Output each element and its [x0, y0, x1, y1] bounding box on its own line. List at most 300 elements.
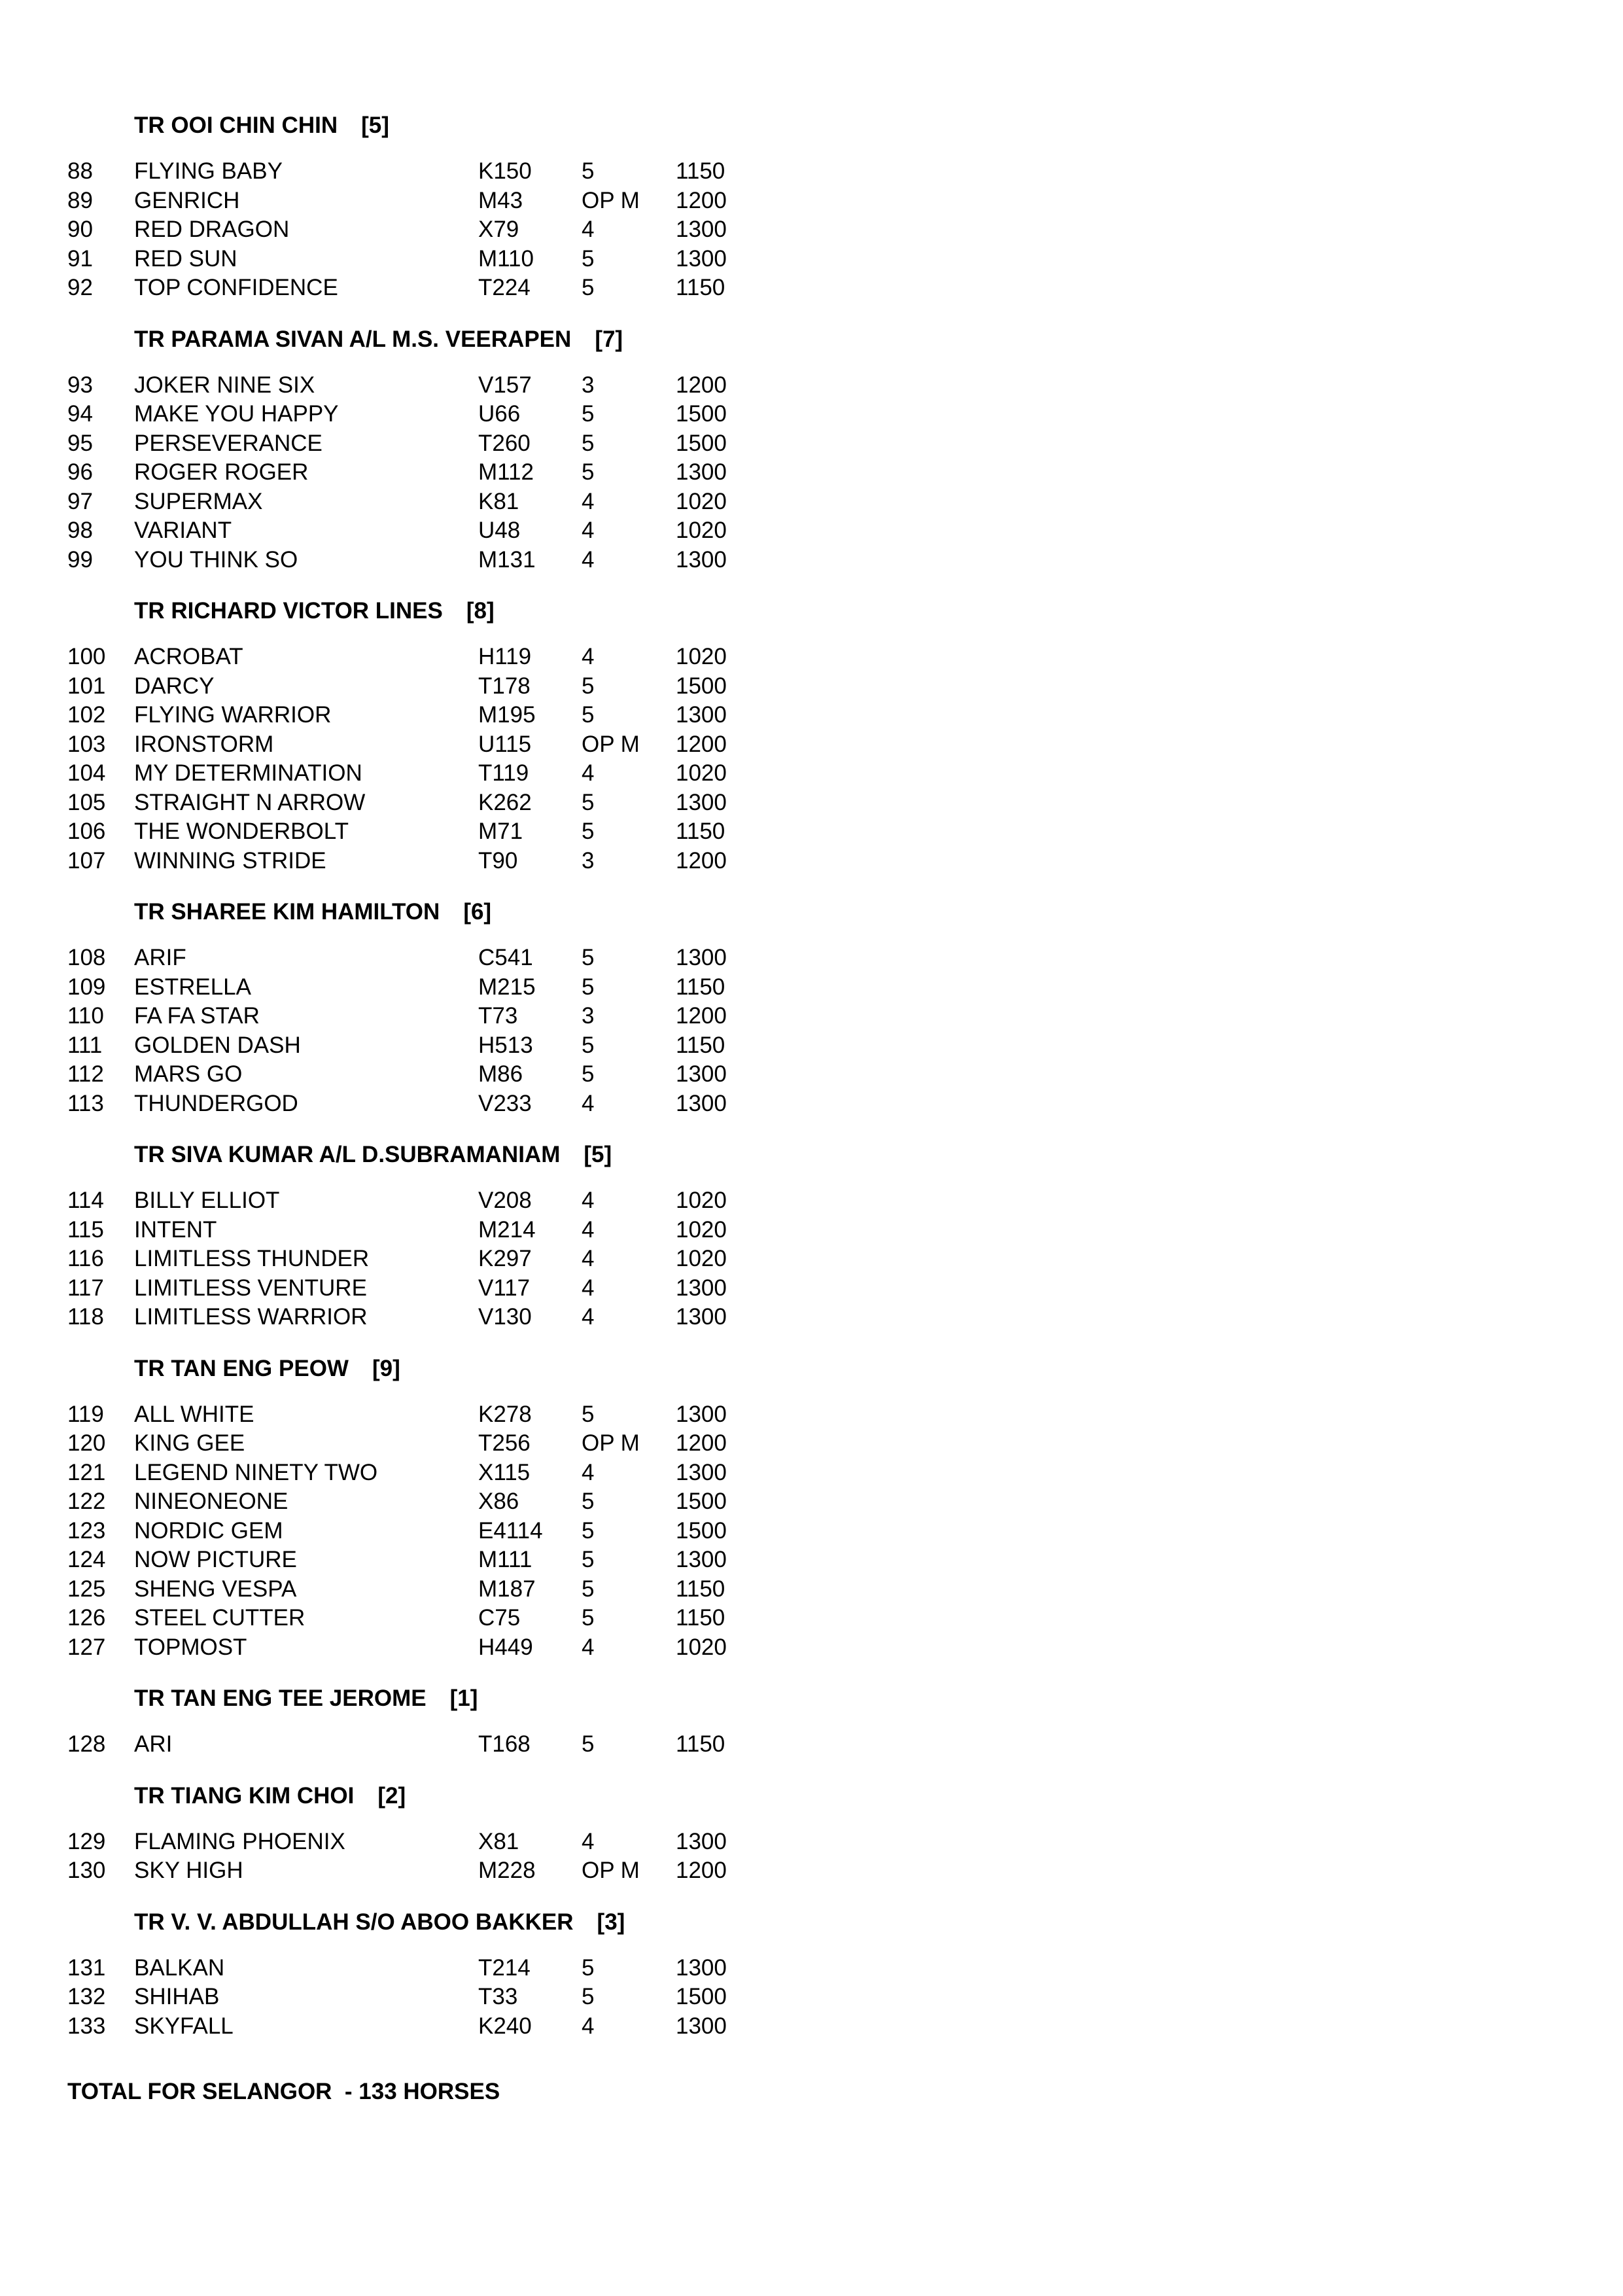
horse-number: 91 [67, 245, 93, 272]
horse-row [67, 1429, 787, 1458]
horse-rating: 1200 [676, 847, 727, 874]
trainer-header [67, 597, 787, 626]
horse-class: 5 [582, 158, 595, 184]
horse-code: T178 [478, 673, 531, 699]
trainer-section [67, 1684, 787, 1759]
horse-code: K297 [478, 1246, 532, 1271]
horse-class: 4 [582, 1304, 595, 1330]
horse-name: PERSEVERANCE [134, 430, 323, 456]
horse-class: 5 [582, 1954, 595, 1981]
horse-name: GOLDEN DASH [134, 1032, 301, 1058]
horse-class: 5 [582, 1605, 595, 1631]
horse-code: T260 [478, 430, 531, 456]
horse-rating: 1150 [676, 1576, 725, 1602]
trainer-name: TR PARAMA SIVAN A/L M.S. VEERAPEN [134, 326, 572, 352]
horse-row [67, 1245, 787, 1274]
horse-rating: 1200 [676, 1858, 727, 1883]
horse-class: 5 [582, 401, 595, 427]
horse-rating: 1150 [676, 1032, 725, 1058]
horse-rating: 1300 [676, 2013, 727, 2039]
horse-name: BALKAN [134, 1954, 225, 1981]
horse-class: 5 [582, 1576, 595, 1602]
horse-number: 100 [67, 644, 106, 669]
horse-row [67, 429, 787, 459]
horse-code: M43 [478, 187, 523, 213]
horse-name: FLAMING PHOENIX [134, 1828, 345, 1854]
horse-name: FLYING BABY [134, 158, 283, 184]
horse-rating: 1020 [676, 760, 727, 786]
horse-code: M110 [478, 245, 534, 272]
horse-code: H449 [478, 1634, 533, 1660]
horse-number: 99 [67, 546, 93, 573]
horse-number: 111 [67, 1032, 103, 1058]
horse-code: M228 [478, 1858, 536, 1883]
horse-code: M187 [478, 1576, 536, 1602]
horse-name: INTENT [134, 1216, 217, 1243]
horse-count: [7] [595, 326, 623, 352]
trainer-name: TR V. V. ABDULLAH S/O ABOO BAKKER [134, 1909, 574, 1935]
horse-name: LIMITLESS WARRIOR [134, 1304, 368, 1330]
horse-number: 90 [67, 217, 93, 242]
horse-class: 4 [582, 2013, 595, 2039]
trainer-header [67, 325, 787, 354]
horse-row [67, 1856, 787, 1886]
horse-code: C75 [478, 1605, 521, 1631]
horse-name: MARS GO [134, 1061, 243, 1087]
trainer-section [67, 597, 787, 875]
horse-class: 5 [582, 1401, 595, 1427]
horse-class: 5 [582, 673, 595, 699]
trainer-header [67, 1908, 787, 1937]
horse-number: 124 [67, 1547, 106, 1572]
trainer-name: TR TAN ENG TEE JEROME [134, 1686, 427, 1711]
horse-name: GENRICH [134, 187, 240, 213]
horse-number: 102 [67, 702, 106, 728]
horse-number: 93 [67, 372, 93, 398]
horse-number: 120 [67, 1430, 106, 1456]
horse-rating: 1300 [676, 1304, 727, 1330]
horse-rating: 1020 [676, 518, 727, 543]
trainer-header [67, 1782, 787, 1810]
horse-rating: 1500 [676, 1489, 727, 1514]
horse-class: 4 [582, 1090, 595, 1116]
horse-row [67, 1303, 787, 1332]
horse-class: 5 [582, 1547, 595, 1572]
horse-number: 114 [67, 1188, 104, 1213]
horse-code: T90 [478, 847, 518, 874]
horse-name: TOP CONFIDENCE [134, 275, 338, 300]
horse-name: RED DRAGON [134, 217, 290, 242]
horse-row [67, 1031, 787, 1061]
horse-row [67, 730, 787, 760]
horse-name: ARIF [134, 945, 186, 970]
horse-number: 109 [67, 974, 106, 1000]
horse-number: 101 [67, 673, 106, 699]
horse-name: KING GEE [134, 1430, 245, 1456]
horse-count: [3] [597, 1909, 625, 1935]
horse-code: X115 [478, 1459, 531, 1485]
trainer-section [67, 898, 787, 1118]
horse-rating: 1500 [676, 401, 727, 427]
horse-number: 103 [67, 731, 106, 757]
horse-name: DARCY [134, 673, 215, 699]
horse-code: K240 [478, 2013, 532, 2039]
horse-number: 126 [67, 1605, 106, 1631]
total-line: TOTAL FOR SELANGOR - 133 HORSES [67, 2079, 500, 2104]
horse-rating: 1300 [676, 217, 727, 242]
horse-class: 5 [582, 1984, 595, 2009]
horse-class: 5 [582, 1489, 595, 1514]
horse-class: 5 [582, 945, 595, 970]
horse-rating: 1150 [676, 974, 725, 1000]
horse-row [67, 1060, 787, 1089]
horse-count: [8] [466, 598, 495, 624]
horse-row [67, 1575, 787, 1604]
horse-rating: 1150 [676, 275, 725, 300]
horse-code: M215 [478, 974, 536, 1000]
horse-name: FLYING WARRIOR [134, 702, 332, 728]
horse-name: THUNDERGOD [134, 1090, 298, 1116]
horse-row [67, 1216, 787, 1245]
horse-class: 4 [582, 518, 595, 543]
horse-count: [9] [372, 1355, 400, 1381]
horse-code: T256 [478, 1430, 531, 1456]
horse-rating: 1500 [676, 1517, 727, 1544]
horse-rating: 1300 [676, 459, 727, 485]
horse-row [67, 215, 787, 245]
horse-rating: 1300 [676, 1275, 727, 1301]
horse-class: 4 [582, 1828, 595, 1854]
horse-name: JOKER NINE SIX [134, 372, 315, 398]
trainer-section [67, 1908, 787, 2041]
horse-name: WINNING STRIDE [134, 847, 326, 874]
horse-code: U115 [478, 731, 532, 757]
horse-name: RED SUN [134, 245, 237, 272]
horse-number: 128 [67, 1731, 106, 1757]
horse-name: LEGEND NINETY TWO [134, 1459, 378, 1485]
horse-class: 4 [582, 488, 595, 514]
horse-name: NINEONEONE [134, 1489, 288, 1514]
horse-row [67, 701, 787, 730]
horse-row [67, 1400, 787, 1430]
horse-count: [2] [377, 1782, 406, 1809]
horse-class: OP M [582, 731, 640, 757]
horse-rating: 1300 [676, 1459, 727, 1485]
horse-rating: 1020 [676, 1246, 727, 1271]
horse-class: 4 [582, 1188, 595, 1213]
horse-row [67, 487, 787, 517]
horse-name: ESTRELLA [134, 974, 251, 1000]
horse-row [67, 1517, 787, 1546]
trainer-name: TR RICHARD VICTOR LINES [134, 598, 443, 624]
horse-count: [1] [449, 1686, 478, 1711]
horse-rating: 1300 [676, 702, 727, 728]
horse-name: ALL WHITE [134, 1401, 254, 1427]
horse-name: ACROBAT [134, 644, 243, 669]
trainer-name: TR TIANG KIM CHOI [134, 1782, 355, 1809]
horse-number: 127 [67, 1634, 106, 1660]
horse-number: 132 [67, 1984, 106, 2009]
horse-code: T33 [478, 1984, 518, 2009]
horse-name: ARI [134, 1731, 173, 1757]
horse-row [67, 1545, 787, 1575]
trainer-header [67, 1684, 787, 1713]
horse-name: STEEL CUTTER [134, 1605, 305, 1631]
horse-code: M131 [478, 546, 536, 573]
horse-number: 105 [67, 789, 106, 815]
horse-number: 97 [67, 488, 93, 514]
horse-number: 108 [67, 945, 106, 970]
horse-class: OP M [582, 187, 640, 213]
horse-number: 107 [67, 847, 106, 874]
horse-name: SHENG VESPA [134, 1576, 297, 1602]
horse-code: T214 [478, 1954, 531, 1981]
horse-class: 3 [582, 847, 595, 874]
horse-code: M214 [478, 1216, 536, 1243]
horse-class: OP M [582, 1430, 640, 1456]
horse-name: YOU THINK SO [134, 546, 298, 573]
horse-number: 117 [67, 1275, 104, 1301]
horse-row [67, 274, 787, 303]
horse-name: LIMITLESS THUNDER [134, 1246, 370, 1271]
horse-class: 5 [582, 974, 595, 1000]
horse-class: 5 [582, 430, 595, 456]
horse-code: M71 [478, 819, 523, 844]
horse-rating: 1300 [676, 789, 727, 815]
horse-number: 125 [67, 1576, 106, 1602]
horse-rating: 1500 [676, 1984, 727, 2009]
horse-name: BILLY ELLIOT [134, 1188, 280, 1213]
horse-class: 5 [582, 245, 595, 272]
horse-count: [5] [584, 1142, 612, 1167]
horse-class: 5 [582, 789, 595, 815]
horse-row [67, 672, 787, 701]
horse-rating: 1020 [676, 488, 727, 514]
horse-name: SKY HIGH [134, 1858, 243, 1883]
horse-class: 3 [582, 1003, 595, 1029]
horse-rating: 1020 [676, 644, 727, 669]
horse-count: [6] [463, 899, 492, 925]
horse-row [67, 1983, 787, 2012]
horse-row [67, 944, 787, 973]
trainer-name: TR SHAREE KIM HAMILTON [134, 899, 440, 925]
horse-code: X81 [478, 1828, 519, 1854]
horse-code: H513 [478, 1032, 533, 1058]
horse-class: 5 [582, 275, 595, 300]
horse-row [67, 643, 787, 672]
horse-class: 5 [582, 1517, 595, 1544]
horse-name: VARIANT [134, 518, 232, 543]
horse-code: C541 [478, 945, 533, 970]
horse-class: 4 [582, 1634, 595, 1660]
horse-code: X79 [478, 217, 519, 242]
horse-row [67, 1274, 787, 1303]
horse-row [67, 458, 787, 487]
horse-rating: 1020 [676, 1216, 727, 1243]
horse-code: X86 [478, 1489, 519, 1514]
horse-count: [5] [361, 113, 389, 138]
horse-class: 4 [582, 1459, 595, 1485]
horse-class: 4 [582, 1246, 595, 1271]
horse-class: 3 [582, 372, 595, 398]
horse-code: M195 [478, 702, 536, 728]
horse-rating: 1200 [676, 187, 727, 213]
horse-rating: 1150 [676, 819, 725, 844]
trainer-header [67, 898, 787, 927]
horse-row [67, 759, 787, 788]
horse-number: 92 [67, 275, 93, 300]
horse-row [67, 186, 787, 216]
horse-code: K150 [478, 158, 532, 184]
trainer-name: TR TAN ENG PEOW [134, 1355, 349, 1381]
horse-name: MAKE YOU HAPPY [134, 401, 339, 427]
horse-name: NOW PICTURE [134, 1547, 297, 1572]
horse-class: 5 [582, 1061, 595, 1087]
horse-name: SKYFALL [134, 2013, 234, 2039]
horse-number: 112 [67, 1061, 104, 1087]
horse-number: 88 [67, 158, 93, 184]
horse-row [67, 400, 787, 429]
trainer-header [67, 1140, 787, 1169]
horse-code: V208 [478, 1188, 532, 1213]
horse-rating: 1200 [676, 1430, 727, 1456]
trainer-name: TR OOI CHIN CHIN [134, 113, 338, 138]
horse-name: IRONSTORM [134, 731, 274, 757]
trainer-section [67, 1782, 787, 1886]
document-body [67, 111, 787, 2106]
horse-row [67, 546, 787, 575]
horse-row [67, 1828, 787, 1857]
horse-rating: 1500 [676, 673, 727, 699]
horse-number: 129 [67, 1828, 106, 1854]
horse-row [67, 1002, 787, 1031]
horse-name: LIMITLESS VENTURE [134, 1275, 367, 1301]
horse-row [67, 2012, 787, 2041]
horse-number: 89 [67, 187, 93, 213]
horse-code: U66 [478, 401, 521, 427]
horse-row [67, 1954, 787, 1983]
horse-rating: 1150 [676, 1605, 725, 1631]
horse-class: 4 [582, 644, 595, 669]
horse-row [67, 1487, 787, 1517]
horse-rating: 1020 [676, 1634, 727, 1660]
horse-code: T119 [478, 760, 529, 786]
horse-number: 123 [67, 1517, 106, 1544]
horse-class: OP M [582, 1858, 640, 1883]
horse-class: 4 [582, 1275, 595, 1301]
horse-name: MY DETERMINATION [134, 760, 362, 786]
horse-row [67, 245, 787, 274]
horse-row [67, 788, 787, 818]
horse-code: M112 [478, 459, 534, 485]
horse-name: ROGER ROGER [134, 459, 309, 485]
horse-row [67, 1633, 787, 1663]
horse-rating: 1200 [676, 1003, 727, 1029]
horse-rating: 1200 [676, 731, 727, 757]
horse-number: 110 [67, 1003, 104, 1029]
horse-row [67, 1458, 787, 1488]
horse-row [67, 817, 787, 847]
horse-number: 116 [67, 1246, 104, 1271]
horse-code: V130 [478, 1304, 532, 1330]
horse-name: STRAIGHT N ARROW [134, 789, 366, 815]
horse-number: 98 [67, 518, 93, 543]
horse-class: 4 [582, 217, 595, 242]
trainer-name: TR SIVA KUMAR A/L D.SUBRAMANIAM [134, 1142, 561, 1167]
horse-rating: 1300 [676, 1090, 727, 1116]
horse-rating: 1020 [676, 1188, 727, 1213]
horse-class: 4 [582, 546, 595, 573]
horse-row [67, 1186, 787, 1216]
horse-rating: 1300 [676, 1401, 727, 1427]
horse-name: TOPMOST [134, 1634, 247, 1660]
horse-code: T73 [478, 1003, 518, 1029]
horse-number: 96 [67, 459, 93, 485]
horse-number: 122 [67, 1489, 106, 1514]
horse-class: 4 [582, 1216, 595, 1243]
horse-class: 4 [582, 760, 595, 786]
horse-class: 5 [582, 1032, 595, 1058]
horse-number: 94 [67, 401, 93, 427]
horse-code: H119 [478, 644, 532, 669]
horse-number: 131 [67, 1954, 106, 1981]
horse-class: 5 [582, 1731, 595, 1757]
horse-class: 5 [582, 702, 595, 728]
horse-row [67, 847, 787, 876]
trainer-header [67, 111, 787, 140]
horse-code: T168 [478, 1731, 531, 1757]
horse-rating: 1300 [676, 1061, 727, 1087]
horse-row [67, 973, 787, 1002]
horse-class: 5 [582, 819, 595, 844]
horse-row [67, 1730, 787, 1759]
trainer-section [67, 1354, 787, 1663]
horse-code: K81 [478, 488, 519, 514]
horse-rating: 1150 [676, 158, 725, 184]
horse-class: 5 [582, 459, 595, 485]
horse-row [67, 371, 787, 400]
horse-rating: 1300 [676, 945, 727, 970]
horse-code: V117 [478, 1275, 531, 1301]
horse-code: U48 [478, 518, 521, 543]
horse-rating: 1500 [676, 430, 727, 456]
horse-rating: 1150 [676, 1731, 725, 1757]
trainer-section [67, 111, 787, 303]
horse-rating: 1300 [676, 1547, 727, 1572]
horse-name: THE WONDERBOLT [134, 819, 349, 844]
horse-code: V233 [478, 1090, 532, 1116]
horse-number: 121 [67, 1459, 106, 1485]
horse-number: 106 [67, 819, 106, 844]
horse-number: 119 [67, 1401, 104, 1427]
horse-code: V157 [478, 372, 532, 398]
horse-code: M111 [478, 1547, 532, 1572]
horse-rating: 1300 [676, 245, 727, 272]
horse-row [67, 157, 787, 186]
horse-code: M86 [478, 1061, 523, 1087]
trainer-header [67, 1354, 787, 1383]
horse-code: E4114 [478, 1517, 543, 1544]
horse-number: 133 [67, 2013, 106, 2039]
horse-number: 130 [67, 1858, 106, 1883]
horse-name: SUPERMAX [134, 488, 263, 514]
horse-number: 95 [67, 430, 93, 456]
horse-number: 115 [67, 1216, 104, 1243]
horse-name: FA FA STAR [134, 1003, 260, 1029]
horse-name: NORDIC GEM [134, 1517, 283, 1544]
horse-rating: 1200 [676, 372, 727, 398]
horse-number: 113 [67, 1090, 104, 1116]
